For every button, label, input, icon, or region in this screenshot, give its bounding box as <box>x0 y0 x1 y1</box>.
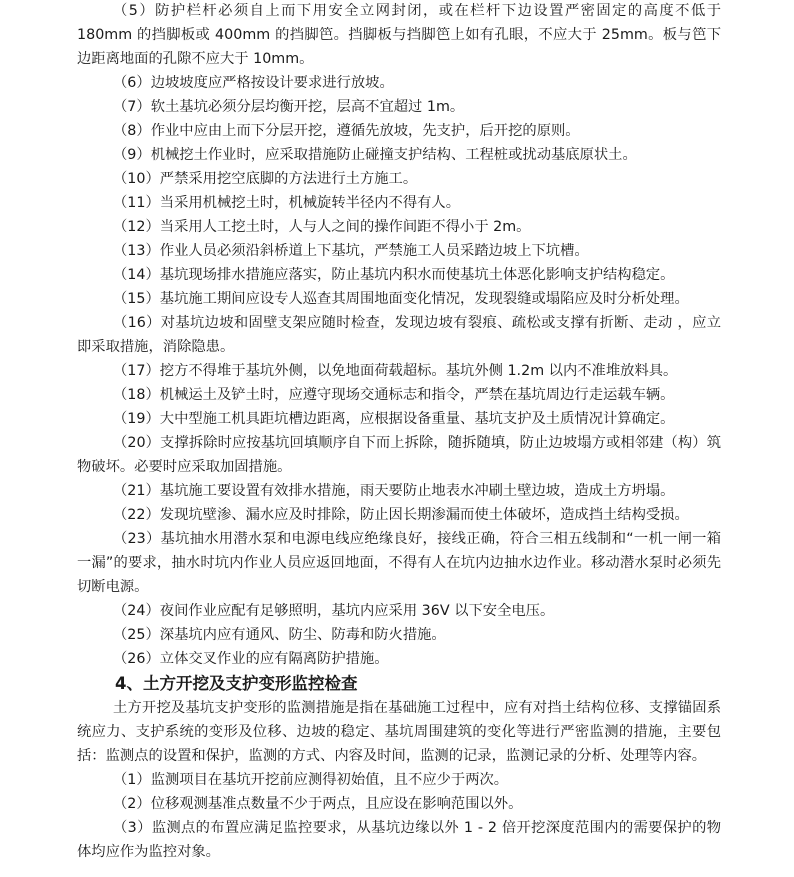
paragraph-item-24: （24）夜间作业应配有足够照明，基坑内应采用 36V 以下安全电压。 <box>113 603 555 619</box>
paragraph-item-20: （20）支撑拆除时应按基坑回填顺序自下而上拆除，随拆随填，防止边坡塌方或相邻建（构）筑物破坏。必要时应采取加固措施。 <box>77 435 721 475</box>
paragraph-item-22: （22）发现坑壁渗、漏水应及时排除，防止因长期渗漏而使土体破坏，造成挡土结构受损。 <box>113 507 689 523</box>
paragraph-item-17: （17）挖方不得堆于基坑外侧，以免地面荷载超标。基坑外侧 1.2m 以内不准堆放料具。 <box>113 363 678 379</box>
paragraph-item-18: （18）机械运土及铲土时，应遵守现场交通标志和指令，严禁在基坑周边行走运载车辆。 <box>113 387 675 403</box>
section-intro-paragraph: 土方开挖及基坑支护变形的监测措施是指在基础施工过程中，应有对挡土结构位移、支撑锚固系统应力、支护系统的变形及位移、边坡的稳定、基坑周围建筑的变化等进行严密监测的措施，主要包括：监测点的设置和保护，监测的方式、内容及时间，监测的记录，监测记录的分析、处理等内容。 <box>77 700 721 764</box>
paragraph-item-16: （16）对基坑边坡和固壁支架应随时检查，发现边坡有裂痕、疏松或支撑有折断、走动 ，应立即采取措施，消除隐患。 <box>77 315 721 355</box>
paragraph-item-6: （6）边坡坡度应严格按设计要求进行放坡。 <box>113 75 394 91</box>
paragraph-item-14: （14）基坑现场排水措施应落实，防止基坑内积水而使基坑土体恶化影响支护结构稳定。 <box>113 267 675 283</box>
monitor-item-3: （3）监测点的布置应满足监控要求，从基坑边缘以外 1 - 2 倍开挖深度范围内的需要保护的物体均应作为监控对象。 <box>77 820 721 860</box>
monitor-item-2: （2）位移观测基准点数量不少于两点，且应设在影响范围以外。 <box>113 796 523 812</box>
paragraph-item-8: （8）作业中应由上而下分层开挖，遵循先放坡，先支护，后开挖的原则。 <box>113 123 580 139</box>
monitor-item-1: （1）监测项目在基坑开挖前应测得初始值，且不应少于两次。 <box>113 772 509 788</box>
section-heading: 4、土方开挖及支护变形监控检查 <box>115 674 358 693</box>
paragraph-item-21: （21）基坑施工要设置有效排水措施，雨天要防止地表水冲刷土壁边坡，造成土方坍塌。 <box>113 483 675 499</box>
paragraph-item-11: （11）当采用机械挖土时，机械旋转半径内不得有人。 <box>113 195 461 211</box>
paragraph-item-7: （7）软土基坑必须分层均衡开挖，层高不宜超过 1m。 <box>113 99 465 115</box>
paragraph-item-12: （12）当采用人工挖土时，人与人之间的操作间距不得小于 2m。 <box>113 219 531 235</box>
paragraph-item-5: （5）防护栏杆必须自上而下用安全立网封闭，或在栏杆下边设置严密固定的高度不低于 180mm 的挡脚板或 400mm 的挡脚笆。挡脚板与挡脚笆上如有孔眼，不应大于 25mm。板与笆下边距离地面的孔隙不应大于 10mm。 <box>77 3 721 67</box>
paragraph-item-13: （13）作业人员必须沿斜桥道上下基坑，严禁施工人员采踏边坡上下坑槽。 <box>113 243 589 259</box>
paragraph-item-15: （15）基坑施工期间应设专人巡查其周围地面变化情况，发现裂缝或塌陷应及时分析处理。 <box>113 291 689 307</box>
paragraph-item-23: （23）基坑抽水用潜水泵和电源电线应绝缘良好，接线正确，符合三相五线制和“一机一闸一箱一漏”的要求，抽水时坑内作业人员应返回地面，不得有人在坑内边抽水边作业。移动潜水泵时必须先切断电源。 <box>77 531 721 595</box>
paragraph-item-25: （25）深基坑内应有通风、防尘、防毒和防火措施。 <box>113 627 446 643</box>
document-body <box>77 0 721 864</box>
paragraph-item-9: （9）机械挖土作业时，应采取措施防止碰撞支护结构、工程桩或扰动基底原状土。 <box>113 147 637 163</box>
paragraph-item-19: （19）大中型施工机具距坑槽边距离，应根据设备重量、基坑支护及土质情况计算确定。 <box>113 411 675 427</box>
paragraph-item-26: （26）立体交叉作业的应有隔离防护措施。 <box>113 651 389 667</box>
paragraph-item-10: （10）严禁采用挖空底脚的方法进行土方施工。 <box>113 171 418 187</box>
